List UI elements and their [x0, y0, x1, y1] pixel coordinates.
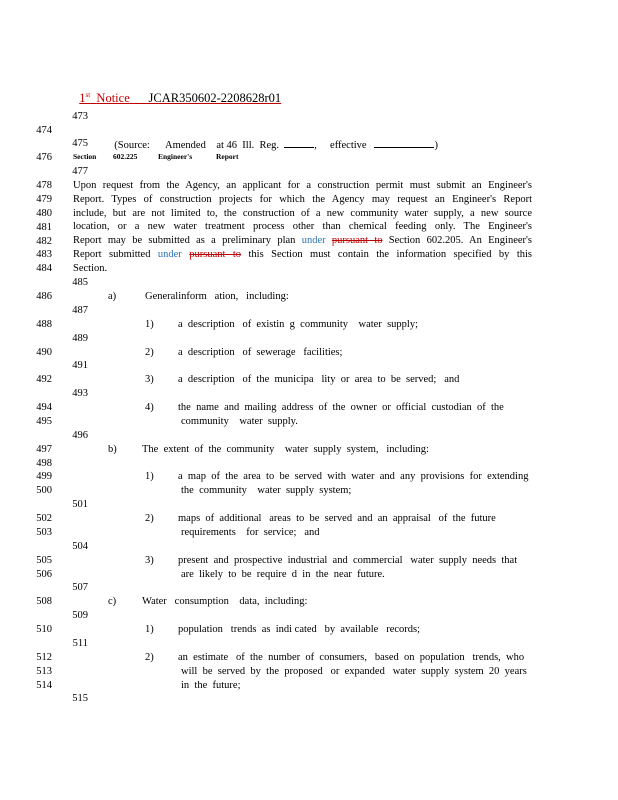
- line-number: 494: [36, 402, 52, 413]
- item-c-text: Water consumption data, including:: [142, 596, 308, 607]
- document-id: JCAR350602-2208628r01: [148, 91, 282, 106]
- item-b1-text-line1: a map of the area to be served with water and any provisions for extending: [178, 471, 529, 482]
- item-a3-label: 3): [145, 374, 154, 385]
- body-line: Report. Types of construction projects for which the Agency may request an Engineer's Report: [73, 193, 532, 205]
- line-number: 488: [36, 319, 52, 330]
- item-c2-text-line1: an estimate of the number of consumers, based on population trends, who: [178, 652, 525, 663]
- line-number: 486: [36, 291, 52, 302]
- notice-label: 1st Notice: [79, 91, 130, 106]
- item-c2-text-line2: will be served by the proposed or expanded water supply system 20 years: [181, 666, 527, 677]
- item-b2-text-line1: maps of additional areas to be served and an appraisal of the future: [178, 513, 496, 524]
- line-number: 485: [72, 277, 88, 288]
- line-number: 506: [36, 569, 52, 580]
- line-number: 476: [36, 152, 52, 163]
- section-title-word1: Engineer's: [158, 152, 193, 161]
- section-number: 602.225: [113, 152, 138, 161]
- item-c2-label: 2): [145, 652, 154, 663]
- line-number: 487: [72, 305, 88, 316]
- section-title-word2: Report: [216, 152, 239, 161]
- line-number: 501: [72, 499, 88, 510]
- line-number: 497: [36, 444, 52, 455]
- body-line: location, or a new water treatment process other than chemical feeding only. The Engineer's: [73, 221, 532, 233]
- line-number: 493: [72, 388, 88, 399]
- line-number: 489: [72, 333, 88, 344]
- item-b1-label: 1): [145, 471, 154, 482]
- item-a1-text: a description of existin g community water supply;: [178, 319, 419, 330]
- line-number: 477: [72, 166, 88, 177]
- line-number: 503: [36, 527, 52, 538]
- line-number: 473: [72, 111, 88, 122]
- line-number: 509: [72, 610, 88, 621]
- inserted-text: under: [157, 248, 182, 260]
- line-number: 492: [36, 374, 52, 385]
- item-c-label: c): [108, 596, 117, 607]
- line-number: 496: [72, 430, 88, 441]
- body-line: Report submitted under pursuant to this Section must contain the information specified by this: [73, 248, 533, 260]
- item-a-label: a): [108, 291, 117, 302]
- item-b-text: The extent of the community water supply system, including:: [142, 444, 429, 455]
- item-b2-text-line2: requirements for service; and: [181, 527, 320, 538]
- line-number: 511: [72, 638, 88, 649]
- item-a3-text: a description of the municipa lity or area to be served; and: [178, 374, 460, 385]
- deleted-text: pursuant to: [189, 248, 242, 260]
- item-c2-text-line3: in the future;: [181, 680, 241, 691]
- item-b3-text-line2: are likely to be require d in the near future.: [181, 569, 385, 580]
- line-number: 495: [36, 416, 52, 427]
- line-number: 505: [36, 555, 52, 566]
- item-a4-text-line2: community water supply.: [181, 416, 298, 427]
- line-number: 480: [36, 208, 52, 219]
- item-b3-label: 3): [145, 555, 154, 566]
- effective-date-blank: [374, 137, 434, 148]
- deleted-text: pursuant to: [331, 235, 383, 247]
- section-body-paragraph: [73, 179, 532, 276]
- item-a4-label: 4): [145, 402, 154, 413]
- line-number: 504: [72, 541, 88, 552]
- line-number: 515: [72, 693, 88, 704]
- section-label: Section: [73, 152, 97, 161]
- item-c1-text: population trends as indi cated by available records;: [178, 624, 421, 635]
- line-number: 481: [36, 222, 52, 233]
- line-number: 490: [36, 347, 52, 358]
- line-number: 474: [36, 125, 52, 136]
- line-number: 475: [72, 138, 88, 149]
- source-note: (Source: Amended at 46 Ill. Reg. , effective ): [109, 124, 438, 152]
- line-number: 483: [36, 249, 52, 260]
- body-line: Upon request from the Agency, an applicant for a construction permit must submit an Engineer's: [73, 180, 532, 191]
- item-a1-label: 1): [145, 319, 154, 330]
- notice-header: [73, 76, 281, 106]
- item-b1-text-line2: the community water supply system;: [181, 485, 352, 496]
- line-number: 491: [72, 360, 88, 371]
- line-number: 513: [36, 666, 52, 677]
- item-b2-label: 2): [145, 513, 154, 524]
- line-number: 499: [36, 471, 52, 482]
- inserted-text: under: [301, 235, 326, 247]
- item-a-text: Generalinform ation, including:: [145, 291, 289, 302]
- item-a2-text: a description of sewerage facilities;: [178, 347, 343, 358]
- register-blank: [284, 137, 314, 148]
- line-number: 478: [36, 180, 52, 191]
- item-a2-label: 2): [145, 347, 154, 358]
- body-line: Section.: [73, 262, 108, 274]
- item-b3-text-line1: present and prospective industrial and commercial water supply needs that: [178, 555, 518, 566]
- line-number: 482: [36, 236, 52, 247]
- line-number: 508: [36, 596, 52, 607]
- body-line: Report may be submitted as a preliminary plan under pursuant to Section 602.205. An Engineer's: [73, 235, 533, 247]
- line-number: 512: [36, 652, 52, 663]
- line-number: 498: [36, 458, 52, 469]
- line-number: 502: [36, 513, 52, 524]
- body-line: include, but are not limited to, the construction of a new community water supply, a new source: [73, 207, 532, 219]
- line-number: 514: [36, 680, 52, 691]
- line-number: 479: [36, 194, 52, 205]
- item-a4-text-line1: the name and mailing address of the owner or official custodian of the: [178, 402, 504, 413]
- line-number: 484: [36, 263, 52, 274]
- line-number: 510: [36, 624, 52, 635]
- item-b-label: b): [108, 444, 117, 455]
- line-number: 507: [72, 582, 88, 593]
- line-number: 500: [36, 485, 52, 496]
- item-c1-label: 1): [145, 624, 154, 635]
